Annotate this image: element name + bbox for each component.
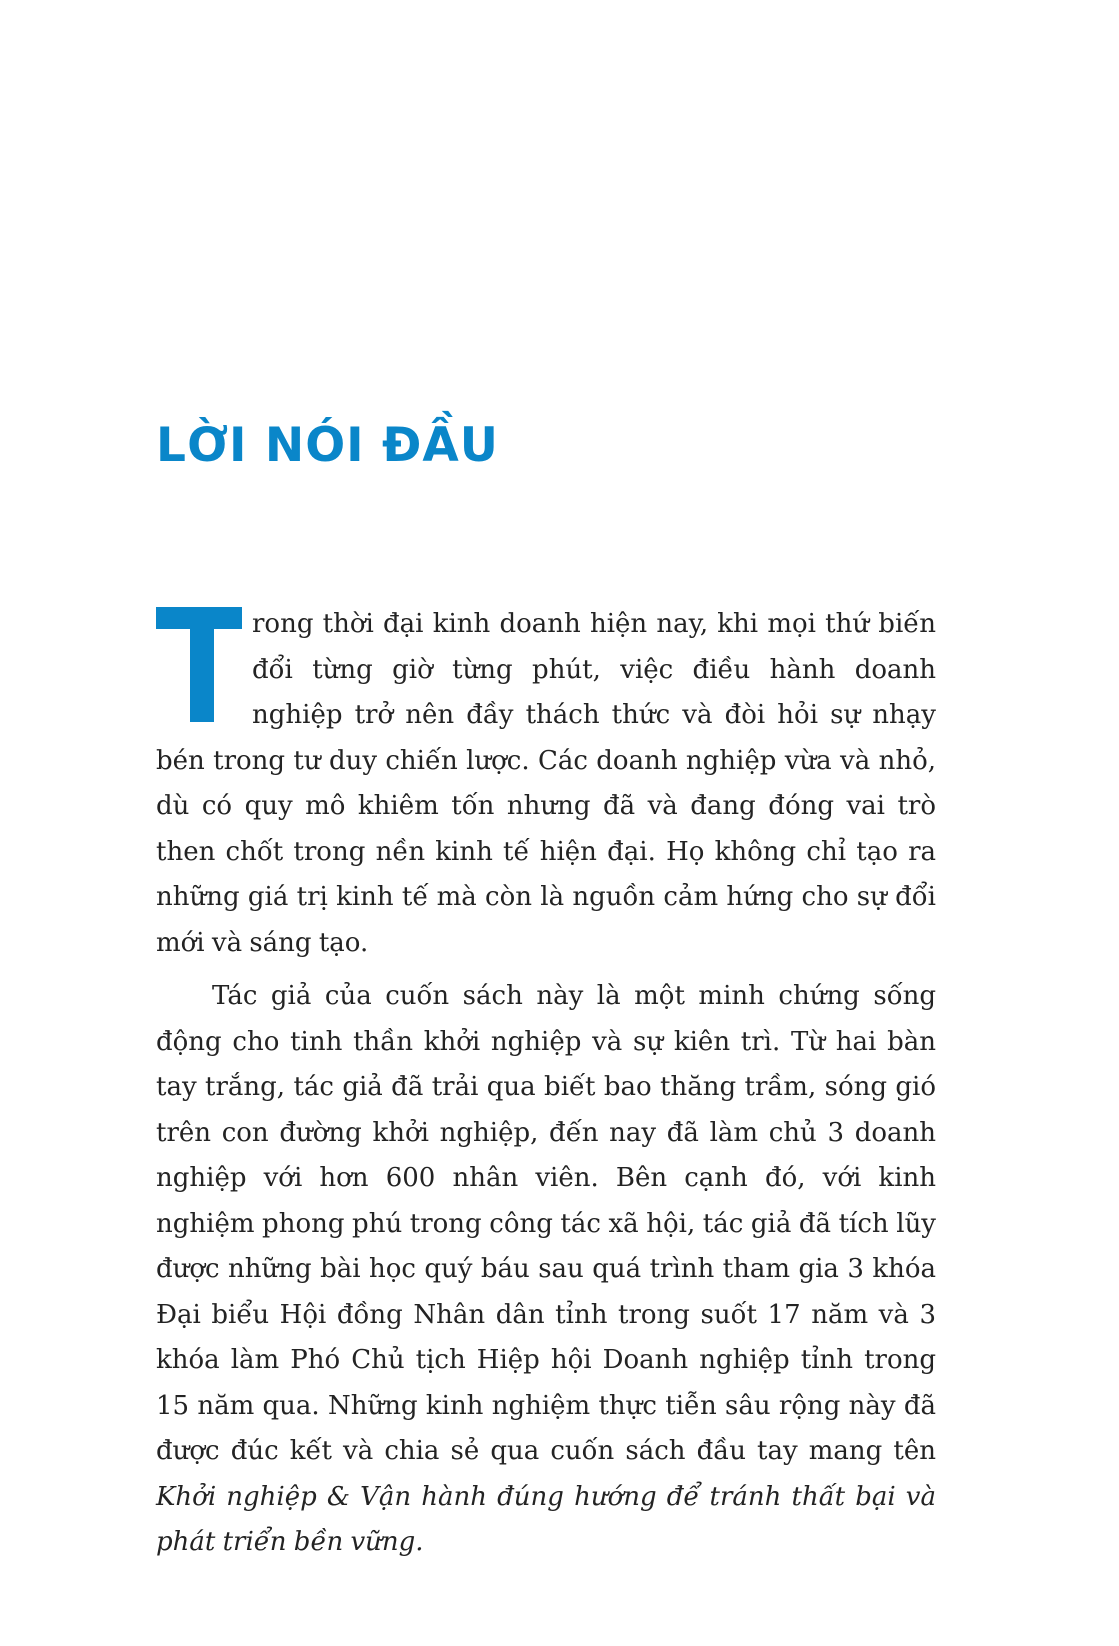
dropcap-stem	[190, 607, 214, 722]
paragraph-intro	[156, 602, 936, 966]
paragraph-author-text: Tác giả của cuốn sách này là một minh chứng sống động cho tinh thần khởi nghiệp và sự kiên trì. Từ hai bàn tay trắng, tác giả đã trải qua biết bao thăng trầm, sóng gió trên con đường khởi nghiệp, đến nay đã làm chủ 3 doanh nghiệp với hơn 600 nhân viên. Bên cạnh đó, với kinh nghiệm phong phú trong công tác xã hội, tác giả đã tích lũy được những bài học quý báu sau quá trình tham gia 3 khóa Đại biểu Hội đồng Nhân dân tỉnh trong suốt 17 năm và 3 khóa làm Phó Chủ tịch Hiệp hội Doanh nghiệp tỉnh trong 15 năm qua. Những kinh nghiệm thực tiễn sâu rộng này đã được đúc kết và chia sẻ qua cuốn sách đầu tay mang tên	[156, 981, 936, 1466]
chapter-title: LỜI NÓI ĐẦU	[156, 418, 499, 473]
dropcap-t	[156, 607, 242, 722]
paragraph-intro-text: rong thời đại kinh doanh hiện nay, khi mọi thứ biến đổi từng giờ từng phút, việc điều hành doanh nghiệp trở nên đầy thách thức và đòi hỏi sự nhạy bén trong tư duy chiến lược. Các doanh nghiệp vừa và nhỏ, dù có quy mô khiêm tốn nhưng đã và đang đóng vai trò then chốt trong nền kinh tế hiện đại. Họ không chỉ tạo ra những giá trị kinh tế mà còn là nguồn cảm hứng cho sự đổi mới và sáng tạo.	[156, 609, 936, 958]
book-title-italic: Khởi nghiệp & Vận hành đúng hướng để tránh thất bại và phát triển bền vững.	[156, 1481, 936, 1557]
paragraph-author	[156, 974, 936, 1566]
body-text	[156, 602, 936, 1566]
